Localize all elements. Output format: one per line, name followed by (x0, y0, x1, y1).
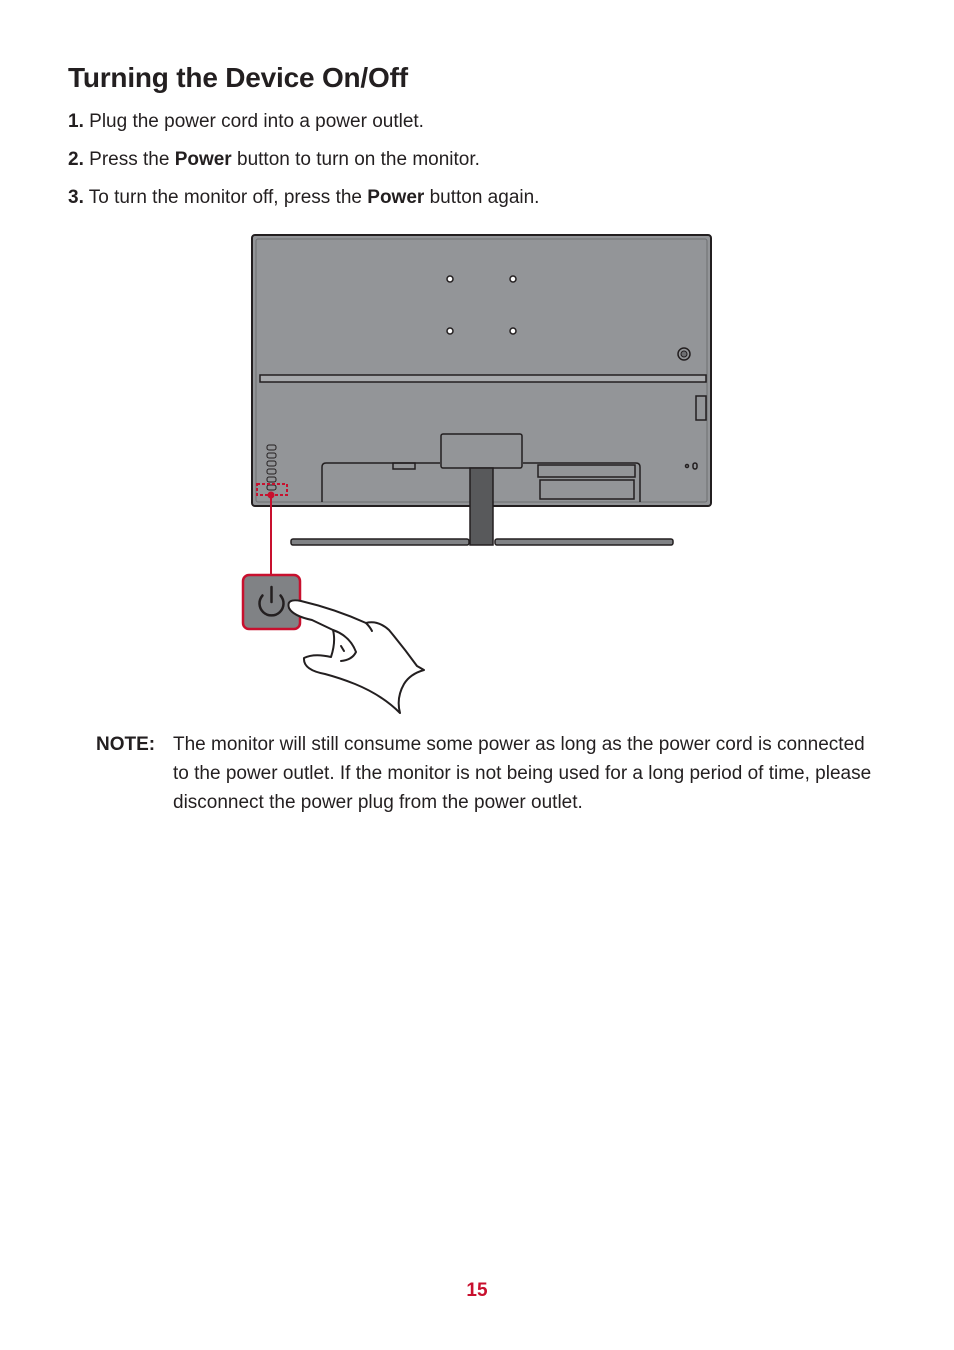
step-3-number: 3. (68, 187, 84, 208)
lock-slot-icon (678, 348, 690, 360)
step-2-text: Press the (89, 149, 175, 170)
step-1-number: 1. (68, 111, 84, 132)
step-2: 2. Press the Power button to turn on the monitor. (68, 149, 480, 170)
page-title: Turning the Device On/Off (68, 62, 408, 93)
step-3: 3. To turn the monitor off, press the Power button again. (68, 187, 540, 208)
hand-pointer-icon (289, 600, 425, 713)
note-text: The monitor will still consume some power as long as the power cord is connected to the power outlet. If the monitor is not being used for a long period of time, please disconnect the power plug from the power outlet. (173, 734, 872, 813)
step-3-text: To turn the monitor off, press the (88, 187, 368, 208)
step-2-bold: Power (174, 149, 232, 170)
note-label: NOTE: (96, 734, 156, 755)
step-3-bold: Power (367, 187, 425, 208)
page-number: 15 (466, 1280, 488, 1301)
step-2-number: 2. (68, 149, 84, 170)
step-1-text: Plug the power cord into a power outlet. (89, 111, 424, 132)
